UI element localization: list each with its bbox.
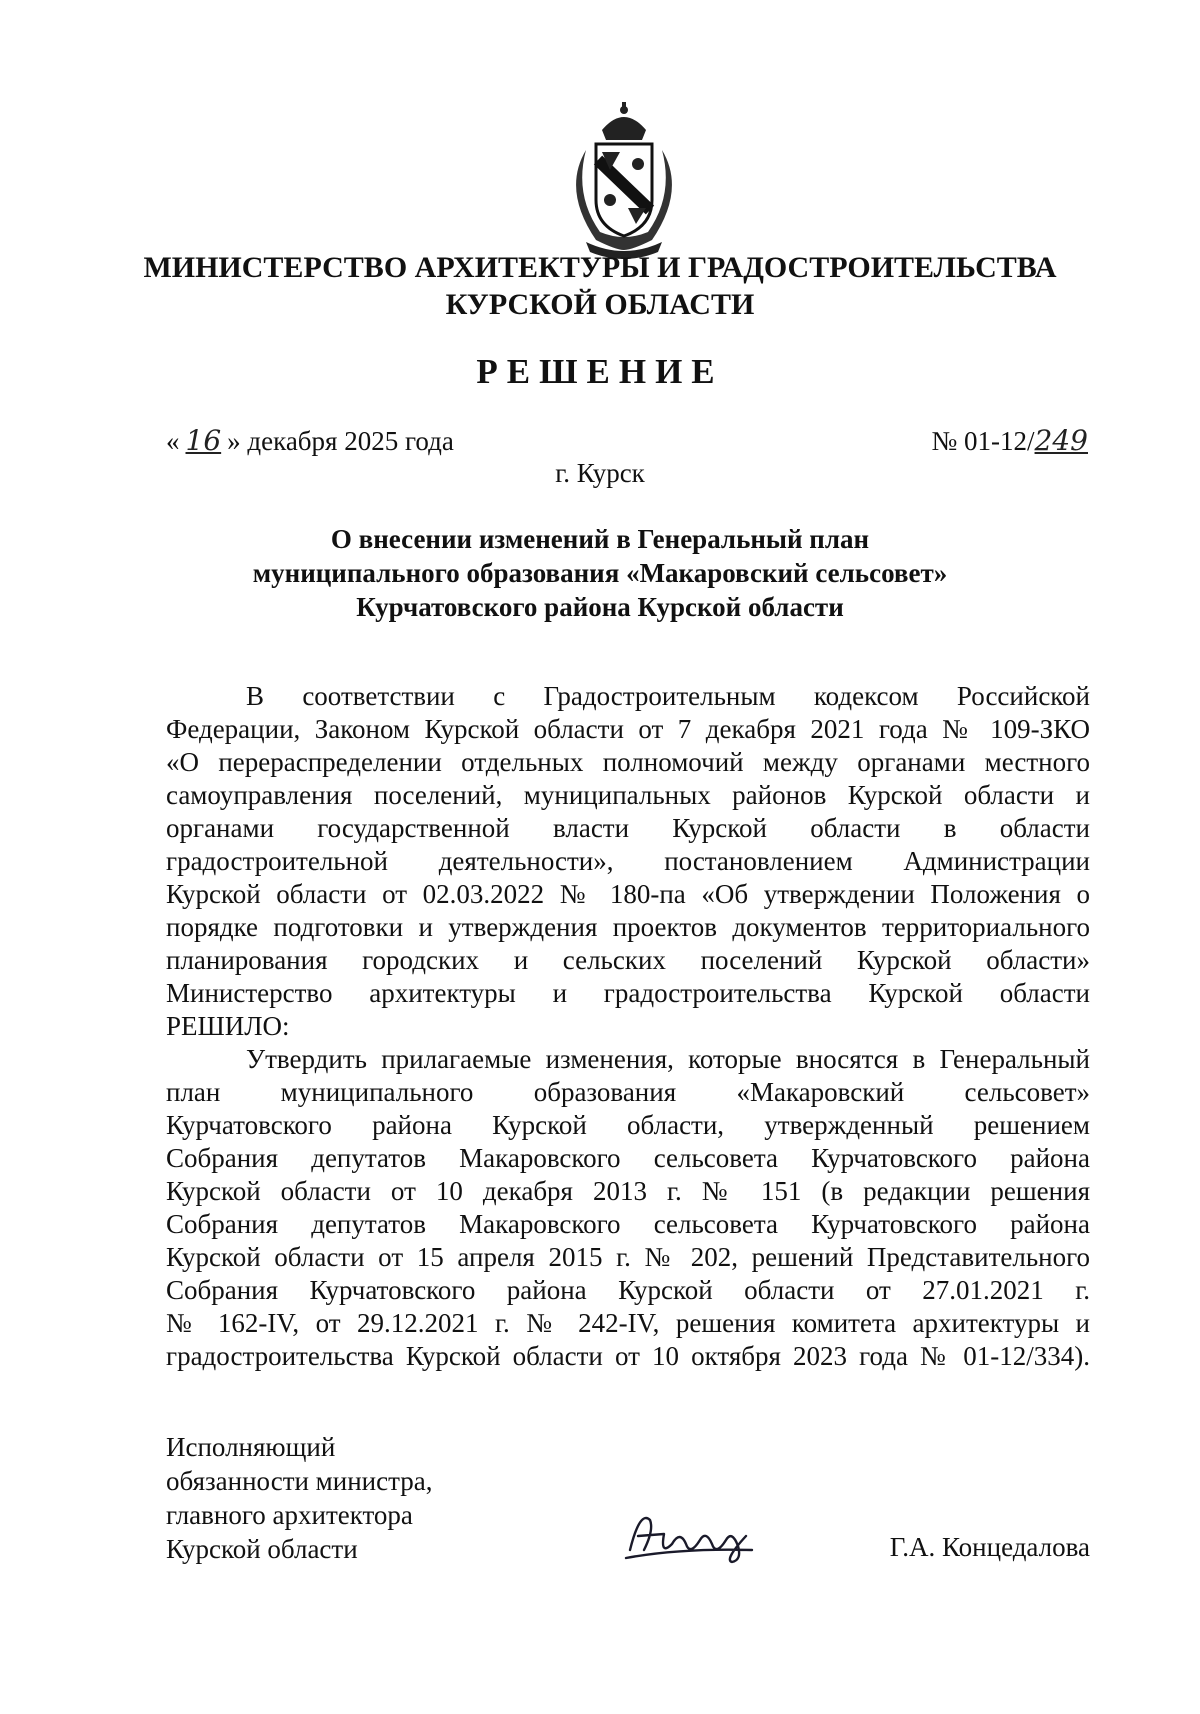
body-line: Курской области от 10 декабря 2013 г. № 151 (в редакции решения (166, 1176, 1090, 1206)
document-title-line1: О внесении изменений в Генеральный план (330, 524, 870, 554)
body-line: градостроительной деятельности», постановлением Администрации (166, 846, 1090, 876)
document-number (932, 424, 1088, 457)
body-line: Утвердить прилагаемые изменения, которые вносятся в Генеральный (246, 1044, 1090, 1074)
body-line: планирования городских и сельских поселений Курской области» (166, 945, 1090, 975)
date-rest: » декабря 2025 года (227, 426, 454, 456)
body-line: Курчатовского района Курской области, утвержденный решением (166, 1110, 1090, 1140)
body-line: Курской области от 02.03.2022 № 180-па «Об утверждении Положения о (166, 879, 1090, 909)
handwritten-day: 16 (185, 424, 222, 457)
coat-of-arms-emblem (556, 100, 692, 260)
body-line: самоуправления поселений, муниципальных районов Курской области и (166, 780, 1090, 810)
body-line: градостроительства Курской области от 10 октября 2023 года № 01-12/334). (166, 1341, 1090, 1371)
body-line: В соответствии с Градостроительным кодексом Российской (246, 681, 1090, 711)
body-line: Министерство архитектуры и градостроительства Курской области (166, 978, 1090, 1008)
body-line: Федерации, Законом Курской области от 7 декабря 2021 года № 109-ЗКО (166, 714, 1090, 744)
ministry-name-line1: МИНИСТЕРСТВО АРХИТЕКТУРЫ И ГРАДОСТРОИТЕЛЬСТВА (143, 251, 1057, 284)
body-line: план муниципального образования «Макаровский сельсовет» (166, 1077, 1090, 1107)
ministry-name-line2: КУРСКОЙ ОБЛАСТИ (445, 288, 755, 321)
body-line: Курской области от 15 апреля 2015 г. № 202, решений Представительного (166, 1242, 1090, 1272)
signer-position-line2: обязанности министра, (166, 1466, 433, 1496)
body-line: органами государственной власти Курской области в области (166, 813, 1090, 843)
body-line: Собрания депутатов Макаровского сельсовета Курчатовского района (166, 1209, 1090, 1239)
body-line: Собрания Курчатовского района Курской области от 27.01.2021 г. (166, 1275, 1090, 1305)
handwritten-signature (620, 1500, 770, 1570)
document-title-line3: Курчатовского района Курской области (356, 592, 844, 622)
body-line: № 162-IV, от 29.12.2021 г. № 242-IV, решения комитета архитектуры и (166, 1308, 1090, 1338)
document-type: РЕШЕНИЕ (476, 352, 724, 391)
body-line: «О перераспределении отдельных полномочий между органами местного (166, 747, 1090, 777)
signer-position-line3: главного архитектора (166, 1500, 413, 1530)
body-line: Собрания депутатов Макаровского сельсовета Курчатовского района (166, 1143, 1090, 1173)
signer-position-line4: Курской области (166, 1534, 358, 1564)
document-city: г. Курск (555, 458, 645, 488)
document-date (166, 424, 454, 457)
handwritten-number: 249 (1034, 424, 1088, 457)
body-line: РЕШИЛО: (166, 1011, 290, 1041)
date-open-quote: « (166, 426, 180, 456)
body-line: порядке подготовки и утверждения проектов документов территориального (166, 912, 1090, 942)
signer-name: Г.А. Концедалова (889, 1532, 1090, 1562)
document-title-line2: муниципального образования «Макаровский сельсовет» (252, 558, 948, 588)
number-prefix: № 01-12/ (931, 426, 1035, 456)
signer-position-line1: Исполняющий (166, 1432, 336, 1462)
